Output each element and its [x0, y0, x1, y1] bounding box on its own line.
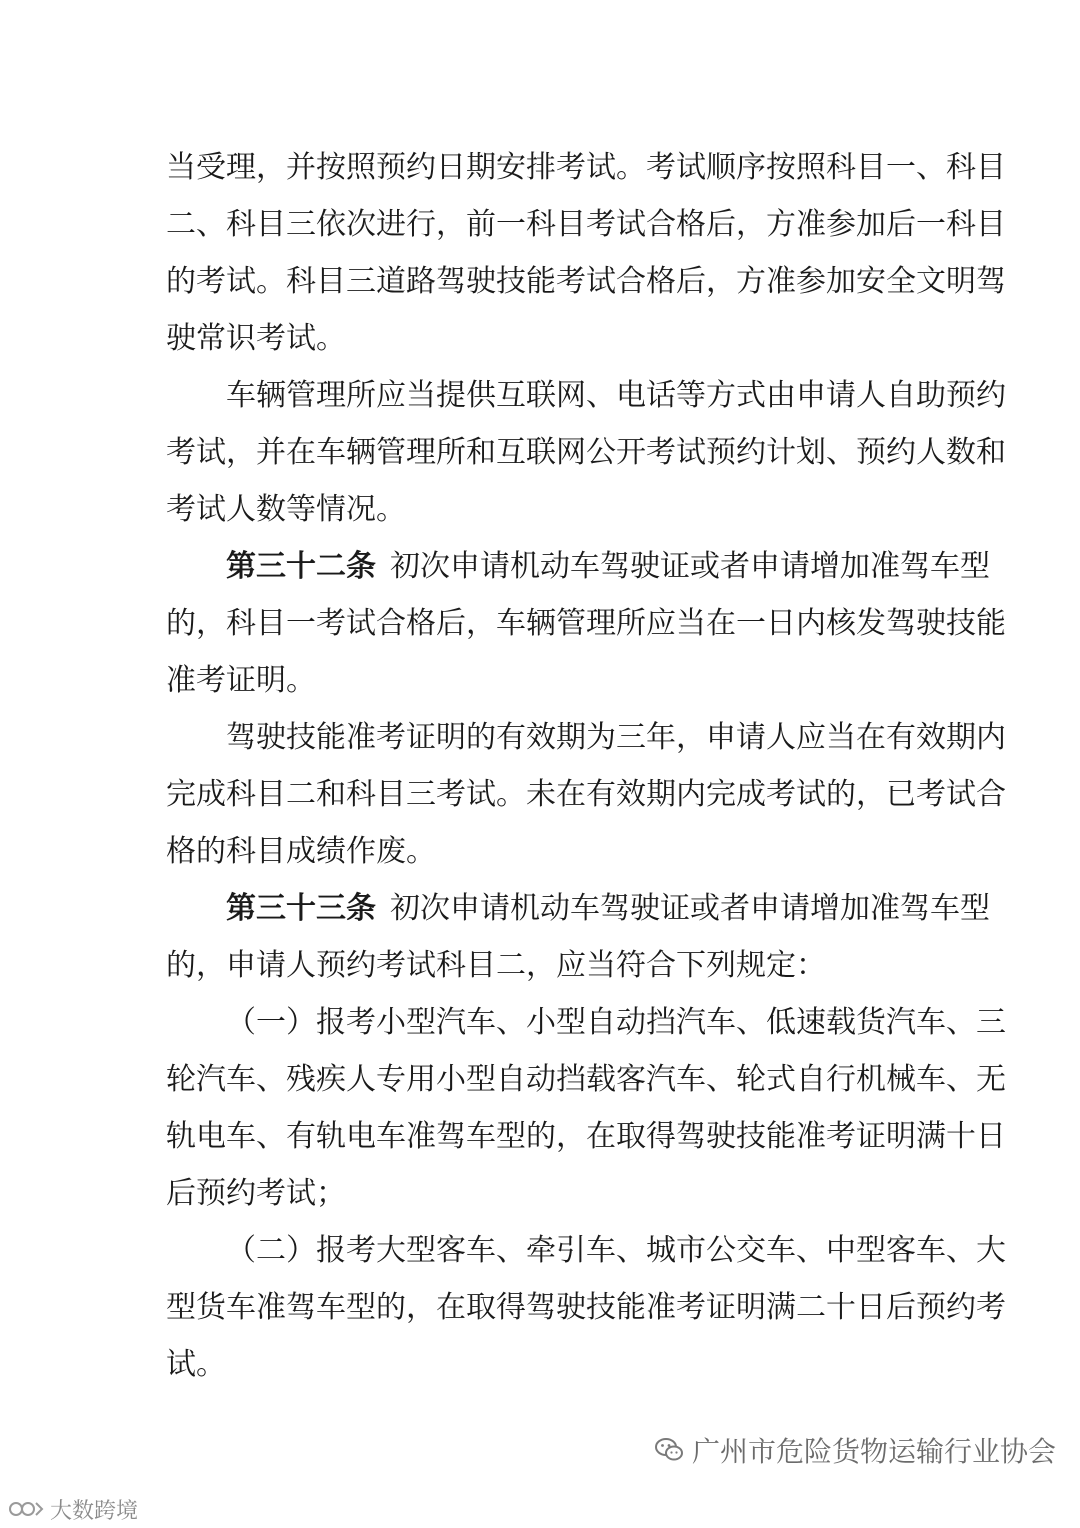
text-line: 的，科目一考试合格后，车辆管理所应当在一日内核发驾驶技能 [166, 606, 1006, 641]
text-line: 完成科目二和科目三考试。未在有效期内完成考试的，已考试合 [166, 777, 1006, 812]
text-line: 车辆管理所应当提供互联网、电话等方式由申请人自助预约 [226, 378, 1006, 413]
site-watermark-text: 大数跨境 [50, 1498, 139, 1524]
text-line: 轮汽车、残疾人专用小型自动挡载客汽车、轮式自行机械车、无 [166, 1062, 1006, 1097]
article-33-heading: 第三十三条 [226, 891, 376, 926]
text-line: 二、科目三依次进行，前一科目考试合格后，方准参加后一科目 [166, 207, 1006, 242]
text-line: 准考证明。 [166, 663, 316, 698]
text-line: 轨电车、有轨电车准驾车型的，在取得驾驶技能准考证明满十日 [166, 1119, 1006, 1154]
text-fragment: 初次申请机动车驾驶证或者申请增加准驾车型 [390, 891, 990, 926]
wechat-watermark [654, 1432, 1056, 1468]
text-line: 后预约考试； [166, 1176, 346, 1211]
article-32-heading: 第三十二条 [226, 549, 376, 584]
text-line: 驾驶技能准考证明的有效期为三年，申请人应当在有效期内 [226, 720, 1006, 755]
text-line: 的考试。科目三道路驾驶技能考试合格后，方准参加安全文明驾 [166, 264, 1006, 299]
text-line: 的，申请人预约考试科目二，应当符合下列规定： [166, 948, 826, 983]
site-watermark [8, 1496, 138, 1522]
wechat-account-name: 广州市危险货物运输行业协会 [691, 1435, 1056, 1468]
text-line: 格的科目成绩作废。 [166, 834, 436, 869]
text-line: （一）报考小型汽车、小型自动挡汽车、低速载货汽车、三 [226, 1005, 1006, 1040]
text-line: 型货车准驾车型的，在取得驾驶技能准考证明满二十日后预约考 [166, 1290, 1006, 1325]
text-line: 考试人数等情况。 [166, 492, 406, 527]
text-fragment: 初次申请机动车驾驶证或者申请增加准驾车型 [390, 549, 990, 584]
logo-icon [8, 1498, 44, 1520]
text-line: 当受理，并按照预约日期安排考试。考试顺序按照科目一、科目 [166, 150, 1006, 185]
text-line: （二）报考大型客车、牵引车、城市公交车、中型客车、大 [226, 1233, 1006, 1268]
article-32-first-line [226, 547, 990, 587]
text-line: 驶常识考试。 [166, 321, 346, 356]
wechat-icon [654, 1437, 684, 1463]
text-line: 试。 [166, 1347, 226, 1382]
article-33-first-line [226, 889, 990, 929]
text-line: 考试，并在车辆管理所和互联网公开考试预约计划、预约人数和 [166, 435, 1006, 470]
